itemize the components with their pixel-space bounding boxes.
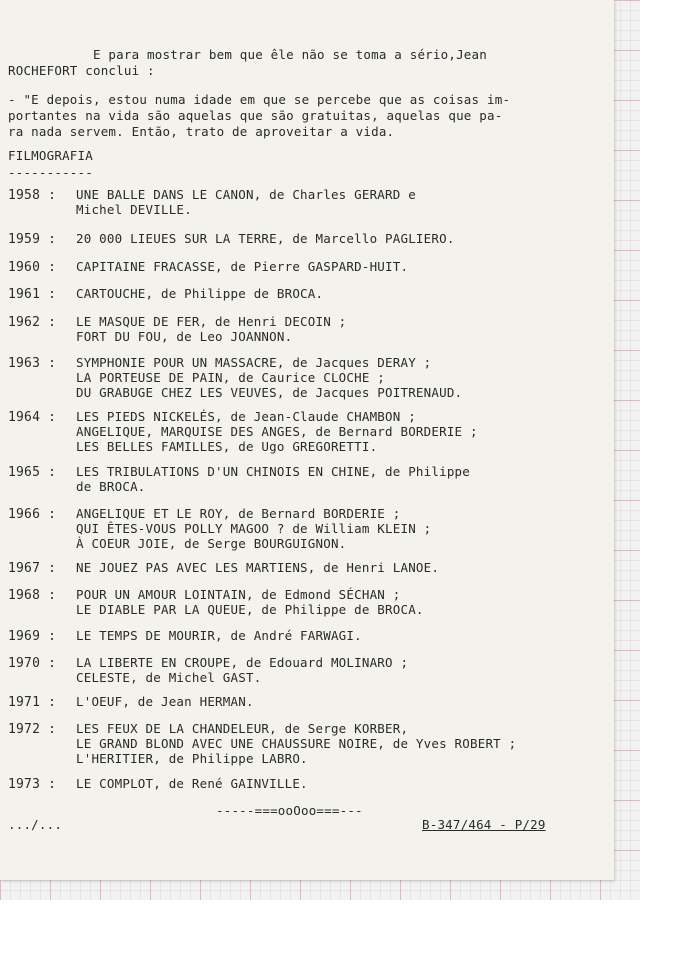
film-title-line: L'HERITIER, de Philippe LABRO. bbox=[76, 751, 308, 766]
film-entry bbox=[8, 587, 424, 617]
film-title-line: 20 000 LIEUES SUR LA TERRE, de Marcello PAGLIERO. bbox=[76, 231, 455, 246]
film-entry bbox=[8, 776, 308, 792]
intro-paragraph bbox=[8, 47, 487, 79]
film-year: 1958 : bbox=[8, 188, 57, 203]
film-title-line: POUR UN AMOUR LOINTAIN, de Edmond SÉCHAN ; bbox=[76, 587, 401, 602]
document-reference: B-347/464 - P/29 bbox=[422, 817, 546, 832]
film-entry bbox=[8, 355, 462, 400]
film-year: 1969 : bbox=[8, 629, 57, 644]
film-title-line: NE JOUEZ PAS AVEC LES MARTIENS, de Henri LANOE. bbox=[76, 560, 440, 575]
film-year: 1963 : bbox=[8, 356, 57, 371]
film-title-line: CAPITAINE FRACASSE, de Pierre GASPARD-HUIT. bbox=[76, 259, 409, 274]
film-year: 1972 : bbox=[8, 722, 57, 737]
filmography-title: FILMOGRAFIA bbox=[8, 148, 93, 163]
film-year: 1962 : bbox=[8, 315, 57, 330]
film-title-line: CARTOUCHE, de Philippe de BROCA. bbox=[76, 286, 324, 301]
film-year: 1960 : bbox=[8, 260, 57, 275]
film-title-line: FORT DU FOU, de Leo JOANNON. bbox=[76, 329, 293, 344]
film-title-line: LE MASQUE DE FER, de Henri DECOIN ; bbox=[76, 314, 347, 329]
film-title-line: Michel DEVILLE. bbox=[76, 202, 192, 217]
film-title-line: de BROCA. bbox=[76, 479, 146, 494]
filmography-underline: ----------- bbox=[8, 165, 93, 180]
film-title-line: LES TRIBULATIONS D'UN CHINOIS EN CHINE, de Philippe bbox=[76, 464, 471, 479]
film-year: 1959 : bbox=[8, 232, 57, 247]
film-year: 1970 : bbox=[8, 656, 57, 671]
film-year: 1961 : bbox=[8, 287, 57, 302]
film-title-line: LA LIBERTE EN CROUPE, de Edouard MOLINARO ; bbox=[76, 655, 409, 670]
film-year: 1973 : bbox=[8, 777, 57, 792]
quote-line-3: ra nada servem. Então, trato de aproveitar a vida. bbox=[8, 124, 395, 139]
film-entry bbox=[8, 314, 346, 344]
intro-line-1: E para mostrar bem que êle não se toma a sério,Jean bbox=[8, 47, 487, 62]
quote-line-1: - "E depois, estou numa idade em que se percebe que as coisas im- bbox=[8, 92, 511, 107]
filmography-heading bbox=[8, 148, 93, 181]
film-title-line: LE GRAND BLOND AVEC UNE CHAUSSURE NOIRE, de Yves ROBERT ; bbox=[76, 736, 517, 751]
film-entry bbox=[8, 560, 439, 576]
section-separator: -----===ooOoo===--- bbox=[216, 803, 363, 818]
film-entry bbox=[8, 259, 408, 275]
film-entry bbox=[8, 655, 408, 685]
film-entry bbox=[8, 628, 362, 644]
film-year: 1965 : bbox=[8, 465, 57, 480]
film-year: 1968 : bbox=[8, 588, 57, 603]
intro-line-2: ROCHEFORT conclui : bbox=[8, 63, 155, 78]
film-title-line: ANGELIQUE, MARQUISE DES ANGES, de Bernard BORDERIE ; bbox=[76, 424, 478, 439]
film-title-line: LE TEMPS DE MOURIR, de André FARWAGI. bbox=[76, 628, 362, 643]
film-title-line: UNE BALLE DANS LE CANON, de Charles GERARD e bbox=[76, 187, 416, 202]
film-entry bbox=[8, 721, 516, 766]
film-title-line: LES FEUX DE LA CHANDELEUR, de Serge KORBER, bbox=[76, 721, 409, 736]
film-title-line: LES BELLES FAMILLES, de Ugo GREGORETTI. bbox=[76, 439, 378, 454]
film-entry bbox=[8, 506, 431, 551]
film-title-line: ANGELIQUE ET LE ROY, de Bernard BORDERIE ; bbox=[76, 506, 401, 521]
film-entry bbox=[8, 286, 323, 302]
film-title-line: LES PIEDS NICKELÉS, de Jean-Claude CHAMBON ; bbox=[76, 409, 416, 424]
film-entry bbox=[8, 231, 455, 247]
film-year: 1964 : bbox=[8, 410, 57, 425]
quote-paragraph bbox=[8, 92, 510, 140]
film-year: 1966 : bbox=[8, 507, 57, 522]
film-entry bbox=[8, 464, 470, 494]
film-year: 1967 : bbox=[8, 561, 57, 576]
film-entry bbox=[8, 187, 416, 217]
film-title-line: À COEUR JOIE, de Serge BOURGUIGNON. bbox=[76, 536, 347, 551]
film-title-line: L'OEUF, de Jean HERMAN. bbox=[76, 694, 254, 709]
continued-marker: .../... bbox=[8, 817, 63, 832]
film-title-line: LE COMPLOT, de René GAINVILLE. bbox=[76, 776, 308, 791]
film-year: 1971 : bbox=[8, 695, 57, 710]
quote-line-2: portantes na vida são aquelas que são gratuitas, aquelas que pa- bbox=[8, 108, 503, 123]
film-title-line: CELESTE, de Michel GAST. bbox=[76, 670, 262, 685]
film-title-line: LA PORTEUSE DE PAIN, de Caurice CLOCHE ; bbox=[76, 370, 386, 385]
film-title-line: DU GRABUGE CHEZ LES VEUVES, de Jacques POITRENAUD. bbox=[76, 385, 463, 400]
film-entry bbox=[8, 694, 254, 710]
film-title-line: QUI ÊTES-VOUS POLLY MAGOO ? de William KLEIN ; bbox=[76, 521, 432, 536]
film-entry bbox=[8, 409, 478, 454]
film-title-line: SYMPHONIE POUR UN MASSACRE, de Jacques DERAY ; bbox=[76, 355, 432, 370]
film-title-line: LE DIABLE PAR LA QUEUE, de Philippe de BROCA. bbox=[76, 602, 424, 617]
